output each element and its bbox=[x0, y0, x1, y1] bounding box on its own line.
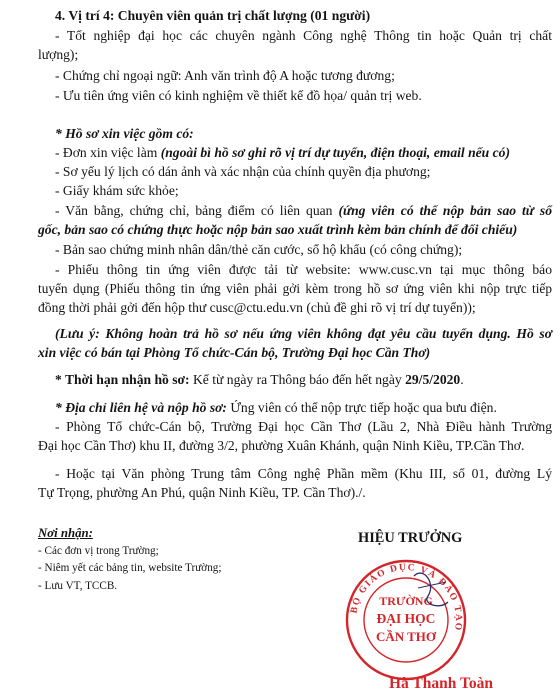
dossier-item-form-cont2: đồng thời phải gởi đến hộp thư cusc@ctu.edu.vn (chủ đề ghi rõ vị trí dự tuyển)); bbox=[38, 300, 476, 315]
dossier-item-application-text: - Đơn xin việc làm bbox=[55, 145, 161, 160]
contact-office-1: - Phòng Tổ chức-Cán bộ, Trường Đại học Cần Thơ (Lầu 2, Nhà Điều hành Trường bbox=[55, 419, 552, 434]
deadline bbox=[55, 372, 464, 388]
deadline-date: 29/5/2020 bbox=[405, 372, 461, 387]
dossier-item-form: - Phiếu thông tin ứng viên được tải từ website: www.cusc.vn tại mục thông báo bbox=[55, 262, 552, 277]
deadline-label: * Thời hạn nhận hồ sơ: bbox=[55, 372, 190, 387]
contact-text: Ứng viên có thể nộp trực tiếp hoặc qua bưu điện. bbox=[226, 400, 497, 415]
note-line: (Lưu ý: Không hoàn trả hồ sơ nếu ứng viên không đạt yêu cầu tuyển dụng. Hồ sơ bbox=[55, 326, 552, 341]
requirement-language: - Chứng chỉ ngoại ngữ: Anh văn trình độ A hoặc tương đương; bbox=[55, 68, 395, 83]
recipients-title: Nơi nhận: bbox=[38, 526, 93, 540]
deadline-text: Kể từ ngày ra Thông báo đến hết ngày bbox=[189, 372, 406, 387]
seal-ring-text: BỘ GIÁO DỤC VÀ ĐÀO TẠO bbox=[349, 562, 464, 633]
contact-office-1-cont: Đại học Cần Thơ) khu II, đường 3/2, phường Xuân Khánh, quận Ninh Kiều, TP.Cần Thơ. bbox=[38, 438, 525, 453]
dossier-item-degrees bbox=[55, 203, 552, 219]
recipient-item: - Các đơn vị trong Trường; bbox=[38, 545, 159, 557]
dossier-item-degrees-note-cont: gốc, bản sao có chứng thực hoặc nộp bản sao xuất trình kèm bản chính để đối chiếu) bbox=[38, 222, 518, 237]
dossier-item-id-card: - Bản sao chứng minh nhân dân/thẻ căn cước, sổ hộ khẩu (có công chứng); bbox=[55, 242, 463, 257]
dossier-item-cv: - Sơ yếu lý lịch có dán ảnh và xác nhận của chính quyền địa phương; bbox=[55, 164, 431, 179]
position-title: 4. Vị trí 4: Chuyên viên quản trị chất lượng (01 người) bbox=[55, 8, 371, 23]
requirement-degree-cont: lượng); bbox=[38, 47, 79, 62]
recipient-item: - Niêm yết các bảng tin, website Trường; bbox=[38, 562, 222, 574]
seal-text-bottom: CẦN THƠ bbox=[375, 629, 437, 644]
seal-text-middle: ĐẠI HỌC bbox=[376, 611, 436, 626]
dossier-item-degrees-text: - Văn bằng, chứng chỉ, bảng điểm có liên quan bbox=[55, 203, 339, 218]
contact-office-2: - Hoặc tại Văn phòng Trung tâm Công nghệ Phần mềm (Khu III, số 01, đường Lý bbox=[55, 466, 552, 481]
contact-heading bbox=[55, 400, 497, 416]
dossier-title: * Hồ sơ xin việc gồm có: bbox=[55, 126, 194, 141]
requirement-degree: - Tốt nghiệp đại học các chuyên ngành Công nghệ Thông tin hoặc Quản trị chất bbox=[55, 28, 552, 43]
dossier-item-degrees-note: (ứng viên có thể nộp bản sao từ sổ bbox=[338, 203, 552, 218]
note-line-cont: xin việc có bán tại Phòng Tổ chức-Cán bộ, Trường Đại học Cần Thơ) bbox=[38, 345, 431, 360]
contact-label: * Địa chỉ liên hệ và nộp hồ sơ: bbox=[55, 400, 227, 415]
contact-office-2-cont: Tự Trọng, phường An Phú, quận Ninh Kiều, TP. Cần Thơ)./. bbox=[38, 485, 366, 500]
dossier-item-application-note: (ngoài bì hồ sơ ghi rõ vị trí dự tuyển, điện thoại, email nếu có) bbox=[160, 145, 510, 160]
requirement-priority: - Ưu tiên ứng viên có kinh nghiệm về thiết kế đồ họa/ quản trị web. bbox=[55, 88, 422, 103]
dossier-item-health: - Giấy khám sức khỏe; bbox=[55, 183, 179, 198]
deadline-end: . bbox=[460, 372, 464, 387]
dossier-item-application bbox=[55, 145, 510, 161]
signatory-name: Hà Thanh Toàn bbox=[389, 675, 493, 692]
recipient-item: - Lưu VT, TCCB. bbox=[38, 580, 118, 592]
signature-title: HIỆU TRƯỞNG bbox=[358, 530, 463, 546]
official-seal bbox=[344, 558, 468, 682]
dossier-item-form-cont: tuyển dụng (Phiếu thông tin ứng viên phải gởi kèm trong hồ sơ ứng viên khi nộp trực tiếp bbox=[38, 281, 552, 296]
seal-text-top: TRƯỜNG bbox=[379, 594, 433, 608]
